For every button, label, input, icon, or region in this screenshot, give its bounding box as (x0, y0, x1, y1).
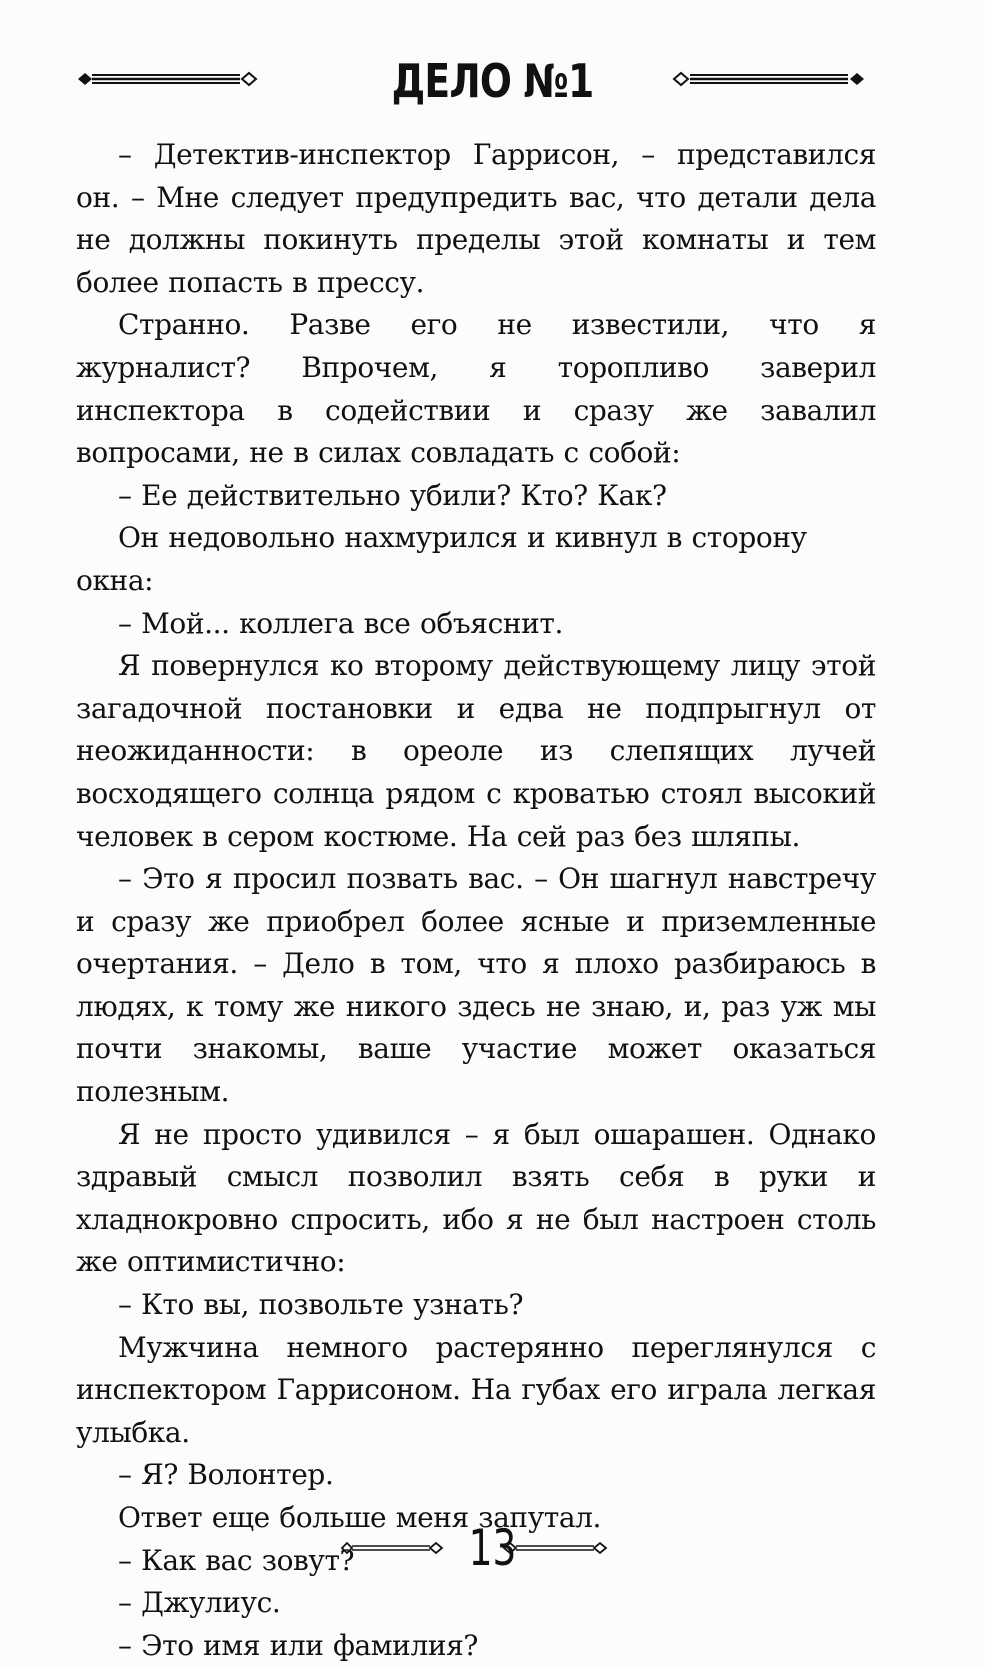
page-body (76, 134, 876, 1667)
page-number: 13 (468, 1519, 517, 1577)
chapter-title: ДЕЛО №1 (391, 54, 594, 108)
dialogue-line: Он недовольно нахмурился и кивнул в сторону окна: (76, 521, 807, 597)
dialogue-line: – Я? Волонтер. (118, 1458, 334, 1492)
paragraph: Я повернулся ко второму действующему лицу этой загадочной постановки и едва не подпрыгнул от неожиданности: в ореоле из слепящих лучей восходящего солнца рядом с кроватью стоял высокий человек в сером костюме. На сей раз без шляпы. (76, 649, 876, 853)
running-header (0, 52, 985, 112)
paragraph: – Детектив-инспектор Гаррисон, – представился он. – Мне следует предупредить вас, что детали дела не должны покинуть пределы этой комнаты и тем более попасть в прессу. (76, 138, 876, 299)
dialogue-line: – Ее действительно убили? Кто? Как? (118, 478, 667, 512)
dialogue-line: – Кто вы, позвольте узнать? (118, 1288, 524, 1322)
dialogue-line: – Как вас зовут? (118, 1543, 355, 1577)
right-footer-ornament-icon (500, 1540, 610, 1556)
dialogue-line: – Мой... коллега все объяснит. (118, 606, 563, 640)
paragraph: Мужчина немного растерянно переглянулся с инспектором Гаррисоном. На губах его играла легкая улыбка. (76, 1330, 876, 1449)
paragraph: Странно. Разве его не известили, что я журналист? Впрочем, я торопливо заверил инспектора в содействии и сразу же завалил вопросами, не в силах совладать с собой: (76, 308, 876, 470)
right-header-ornament-icon (670, 68, 870, 90)
dialogue-line: Ответ еще больше меня запутал. (118, 1501, 602, 1534)
dialogue-line: – Это имя или фамилия? (118, 1628, 478, 1662)
paragraph: – Это я просил позвать вас. – Он шагнул навстречу и сразу же приобрел более ясные и приземленные очертания. – Дело в том, что я плохо разбираюсь в людях, к тому же никого здесь не знаю, и, раз уж мы почти знакомы, ваше участие может оказаться полезным. (76, 862, 876, 1109)
paragraph: Я не просто удивился – я был ошарашен. Однако здравый смысл позволил взять себя в руки и хладнокровно спросить, ибо я не был настроен столь же оптимистично: (76, 1117, 876, 1279)
page-footer (0, 1520, 985, 1580)
dialogue-line: – Джулиус. (118, 1586, 281, 1620)
